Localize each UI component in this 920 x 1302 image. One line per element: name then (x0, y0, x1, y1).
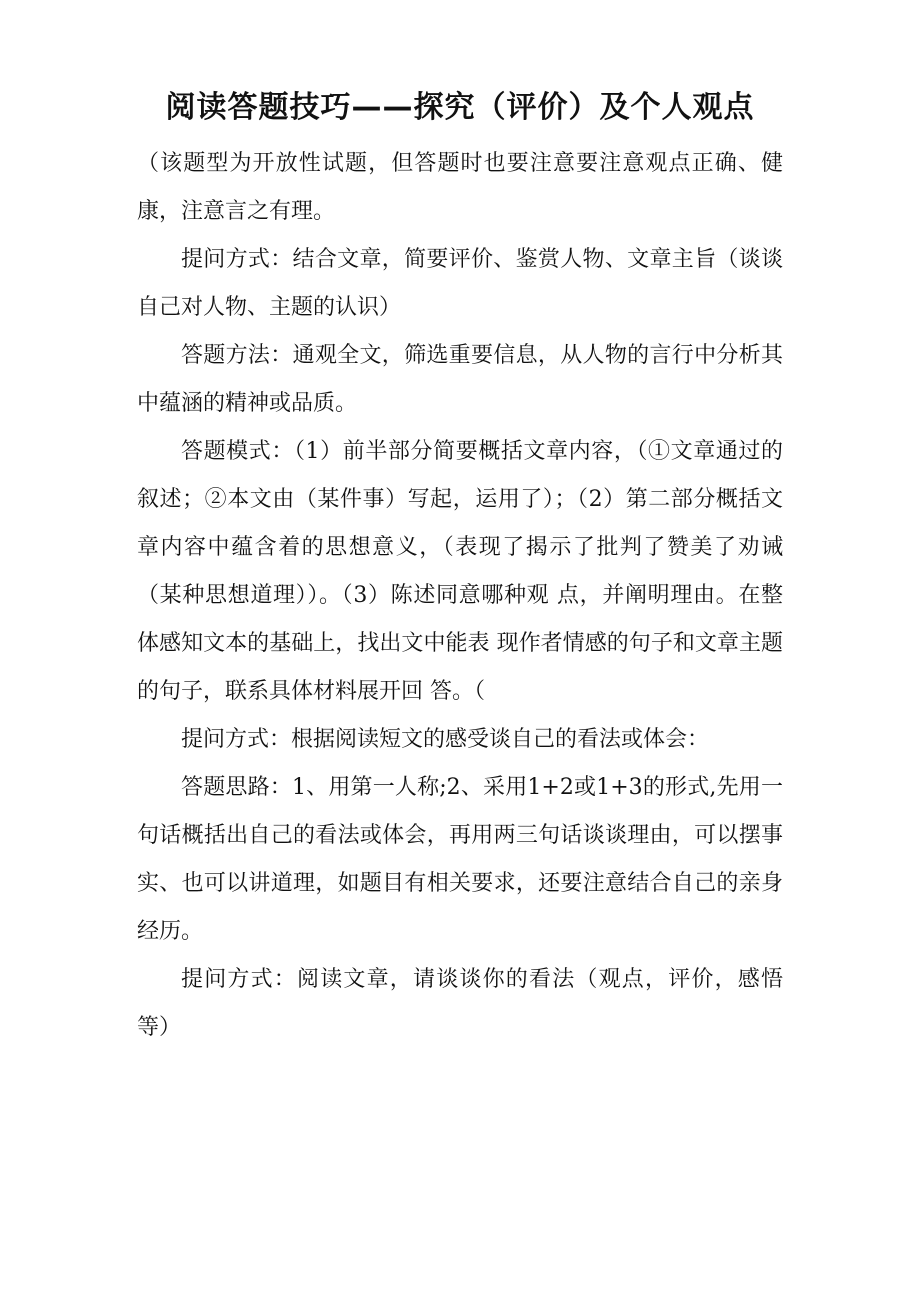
paragraph-answer-approach: 答题思路：1、用第一人称;2、采用1+2或1+3的形式,先用一句话概括出自己的看法或体会，再用两三句话谈谈理由，可以摆事实、也可以讲道理，如题目有相关要求，还要注意结合自己的亲身经历。 (137, 775, 783, 944)
document-page (137, 86, 783, 1052)
paragraph-intro: （该题型为开放性试题，但答题时也要注意要注意观点正确、健康，注意言之有理。 (137, 151, 783, 224)
paragraph-answer-method: 答题方法：通观全文，筛选重要信息，从人物的言行中分析其中蕴涵的精神或品质。 (137, 343, 783, 416)
document-title: 阅读答题技巧——探究（评价）及个人观点 (165, 90, 755, 125)
paragraph-question-style-1: 提问方式：结合文章，简要评价、鉴赏人物、文章主旨（谈谈自己对人物、主题的认识） (137, 247, 783, 320)
paragraph-question-style-2: 提问方式：根据阅读短文的感受谈自己的看法或体会： (181, 727, 710, 752)
paragraph-question-style-3: 提问方式：阅读文章，请谈谈你的看法（观点，评价，感悟等） (137, 967, 783, 1040)
paragraph-answer-pattern: 答题模式：（1）前半部分简要概括文章内容，（①文章通过的叙述；②本文由（某件事）写起，运用了）；（2）第二部分概括文章内容中蕴含着的思想意义，（表现了揭示了批判了赞美了劝诫（某种思想道理））。（3）陈述同意哪种观 点，并阐明理由。在整体感知文本的基础上，找出文中能表 现作者情感的句子和文章主题的句子，联系具体材料展开回 答。（ (137, 439, 783, 704)
